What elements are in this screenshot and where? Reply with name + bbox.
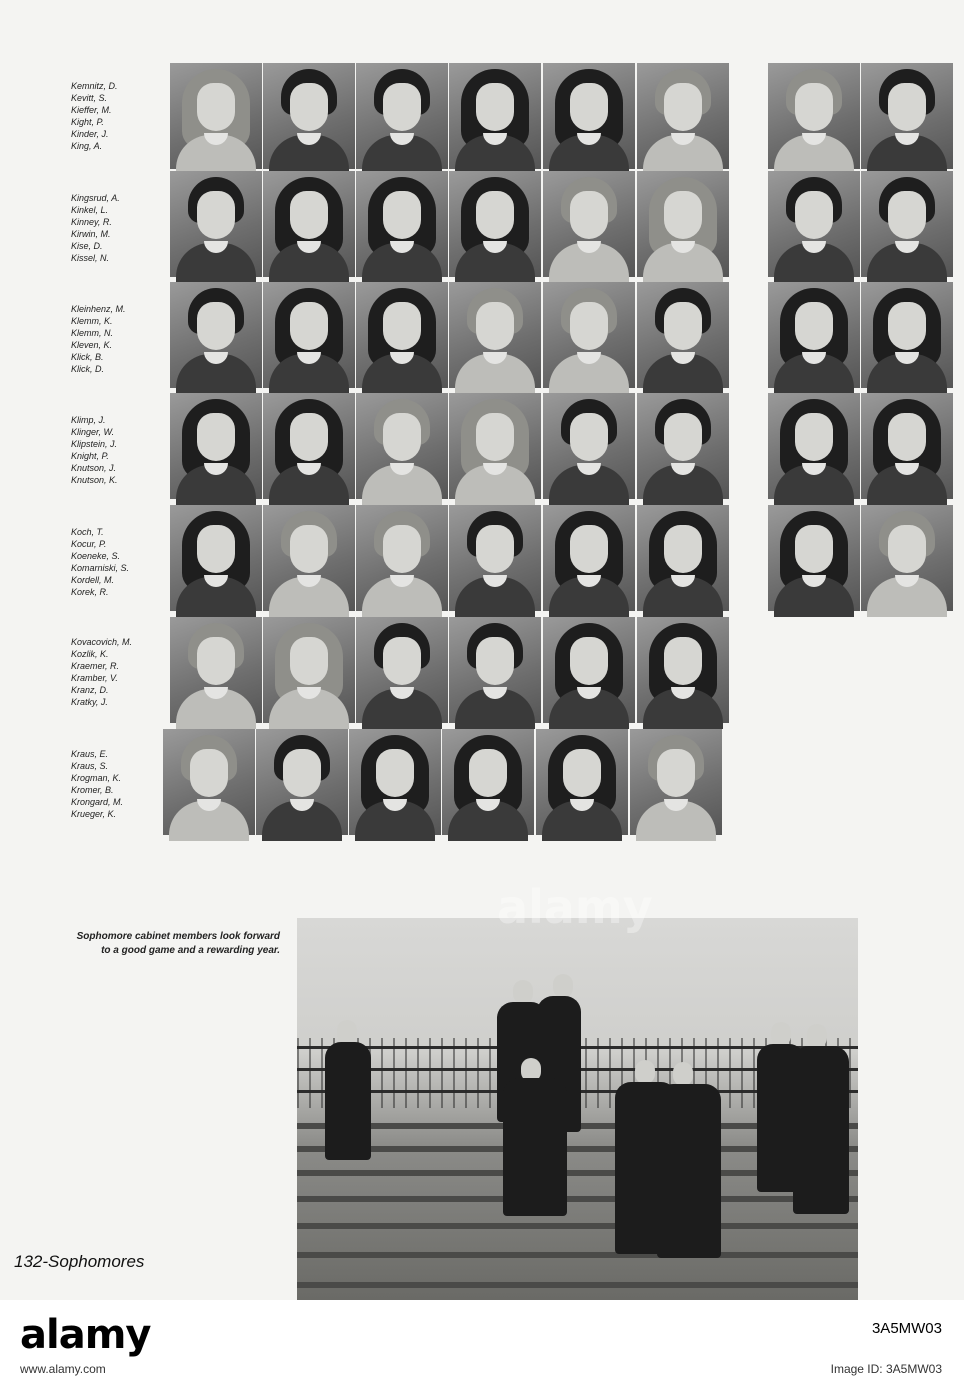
student-portrait [637,63,729,169]
student-name: Kratky, J. [71,697,108,707]
student-name: Kraemer, R. [71,661,120,671]
caption-line: Sophomore cabinet members look forward [76,931,280,942]
portrait-face [795,525,833,573]
caption-line: to a good game and a rewarding year. [101,945,280,956]
portrait-face [197,525,235,573]
student-name: Kleinhenz, M. [71,304,126,314]
student-portrait [170,63,262,169]
student-portrait [637,282,729,388]
person [503,1078,567,1216]
portrait-face [469,749,507,797]
student-portrait [349,729,441,835]
person-head [553,974,573,998]
portrait-face [383,525,421,573]
student-name: Klick, B. [71,352,104,362]
name-list-5 [71,526,129,598]
portrait-face [657,749,695,797]
portrait-face [383,413,421,461]
student-portrait [543,171,635,277]
student-name: Kinkel, L. [71,205,109,215]
student-name: Kirwin, M. [71,229,111,239]
portrait-face [476,637,514,685]
person-head [771,1022,791,1046]
student-name: Kraus, E. [71,749,109,759]
student-portrait [263,393,355,499]
student-portrait [543,505,635,611]
bleacher-row [297,1282,858,1288]
portrait-face [664,413,702,461]
portrait-face [795,191,833,239]
student-portrait [356,63,448,169]
footer-image-id: Image ID: 3A5MW03 [830,1362,942,1376]
student-portrait [263,282,355,388]
person-head [807,1024,827,1048]
bleacher-row [297,1223,858,1229]
portrait-face [570,302,608,350]
student-name: Knutson, K. [71,475,118,485]
portrait-face [664,302,702,350]
portrait-face [376,749,414,797]
person-head [513,980,533,1004]
portrait-face [570,413,608,461]
portrait-face [795,83,833,131]
photo-caption [20,930,280,958]
student-portrait [637,505,729,611]
watermark: alamy [497,880,653,934]
student-portrait [263,63,355,169]
student-portrait [170,171,262,277]
portrait-face [664,191,702,239]
student-name: Koeneke, S. [71,551,121,561]
portrait-face [383,83,421,131]
image-code: 3A5MW03 [871,1320,942,1337]
portrait-face [664,525,702,573]
student-name: Kraus, S. [71,761,109,771]
footer-url: www.alamy.com [20,1362,106,1376]
bleacher-row [297,1196,858,1202]
portrait-face [197,302,235,350]
bleachers-photo [297,880,858,1300]
student-portrait [536,729,628,835]
portrait-face [290,83,328,131]
student-name: Kordell, M. [71,575,115,585]
bleacher-row [297,1252,858,1258]
student-portrait [768,171,860,277]
student-portrait [449,282,541,388]
alamy-logo: alamy [20,1312,151,1358]
portrait-face [570,637,608,685]
name-list-1 [71,80,118,152]
student-portrait [356,505,448,611]
portrait-face [383,302,421,350]
name-list-4 [71,414,118,486]
portrait-face [190,749,228,797]
portrait-face [383,191,421,239]
student-portrait [356,393,448,499]
student-portrait [861,282,953,388]
student-portrait [630,729,722,835]
name-list-7 [71,748,123,820]
student-portrait [861,171,953,277]
name-list-3 [71,303,126,375]
person-head [673,1062,693,1086]
student-portrait [356,171,448,277]
student-name: Knight, P. [71,451,109,461]
student-portrait [543,393,635,499]
student-portrait [170,282,262,388]
student-name: Klimp, J. [71,415,106,425]
portrait-face [197,191,235,239]
student-name: Klemm, K. [71,316,113,326]
student-portrait [543,617,635,723]
student-name: Kise, D. [71,241,103,251]
student-name: Krongard, M. [71,797,124,807]
student-portrait [263,617,355,723]
portrait-face [383,637,421,685]
portrait-face [290,191,328,239]
student-name: Korek, R. [71,587,109,597]
student-name: Knutson, J. [71,463,117,473]
student-portrait [861,393,953,499]
portrait-face [290,302,328,350]
portrait-face [888,413,926,461]
person-head [635,1060,655,1084]
portrait-face [888,83,926,131]
portrait-face [570,191,608,239]
portrait-face [795,413,833,461]
person-head [337,1020,357,1044]
student-name: Komarniski, S. [71,563,130,573]
student-name: Kleven, K. [71,340,113,350]
student-name: Kevitt, S. [71,93,108,103]
student-portrait [768,282,860,388]
student-name: Kranz, D. [71,685,109,695]
student-name: King, A. [71,141,103,151]
student-portrait [768,505,860,611]
student-portrait [637,617,729,723]
portrait-face [290,413,328,461]
student-portrait [449,393,541,499]
person [325,1042,371,1160]
student-portrait [442,729,534,835]
student-portrait [637,393,729,499]
student-portrait [263,505,355,611]
student-name: Kozlik, K. [71,649,109,659]
student-portrait [356,282,448,388]
student-portrait [170,617,262,723]
student-name: Kingsrud, A. [71,193,120,203]
student-portrait [163,729,255,835]
portrait-face [476,302,514,350]
portrait-face [197,637,235,685]
portrait-face [570,525,608,573]
portrait-face [476,413,514,461]
portrait-face [795,302,833,350]
student-name: Kissel, N. [71,253,110,263]
student-name: Kieffer, M. [71,105,112,115]
student-name: Krogman, K. [71,773,122,783]
portrait-face [888,191,926,239]
student-portrait [449,505,541,611]
person [793,1046,849,1214]
student-name: Kramber, V. [71,673,118,683]
portrait-face [476,83,514,131]
page-label: 132-Sophomores [14,1252,145,1271]
student-name: Klinger, W. [71,427,115,437]
portrait-face [888,525,926,573]
student-portrait [170,505,262,611]
student-name: Krueger, K. [71,809,117,819]
student-portrait [263,171,355,277]
name-list-6 [71,636,132,708]
student-portrait [768,63,860,169]
student-name: Klemm, N. [71,328,114,338]
student-name: Koch, T. [71,527,104,537]
student-name: Kocur, P. [71,539,107,549]
portrait-face [197,83,235,131]
student-portrait [861,505,953,611]
student-portrait [449,63,541,169]
student-portrait [543,63,635,169]
student-portrait [637,171,729,277]
student-name: Kinder, J. [71,129,109,139]
portrait-face [476,525,514,573]
student-name: Kinney, R. [71,217,112,227]
portrait-face [197,413,235,461]
student-portrait [449,617,541,723]
portrait-face [888,302,926,350]
portrait-face [283,749,321,797]
portrait-face [563,749,601,797]
student-portrait [256,729,348,835]
name-list-2 [71,192,120,264]
student-name: Klick, D. [71,364,105,374]
student-name: Klipstein, J. [71,439,118,449]
portrait-face [570,83,608,131]
portrait-face [664,637,702,685]
student-portrait [449,171,541,277]
student-name: Kemnitz, D. [71,81,118,91]
student-name: Kromer, B. [71,785,114,795]
student-name: Kight, P. [71,117,104,127]
portrait-face [476,191,514,239]
student-portrait [170,393,262,499]
portrait-face [664,83,702,131]
student-name: Kovacovich, M. [71,637,133,647]
student-portrait [768,393,860,499]
student-portrait [861,63,953,169]
person [657,1084,721,1258]
portrait-face [290,525,328,573]
student-portrait [543,282,635,388]
portrait-face [290,637,328,685]
student-portrait [356,617,448,723]
